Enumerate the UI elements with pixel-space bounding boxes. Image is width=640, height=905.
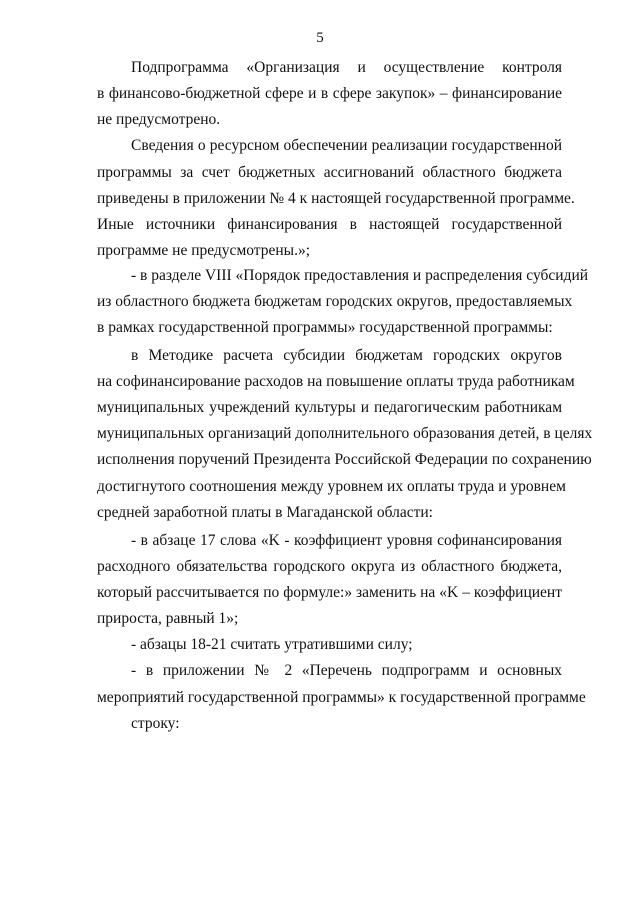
text-line: расходного обязательства городского округа из областного бюджета, bbox=[97, 558, 562, 575]
text-line: приведены в приложении № 4 к настоящей государственной программе. bbox=[97, 190, 575, 207]
text-line: - в абзаце 17 слова «K - коэффициент уровня софинансирования bbox=[131, 532, 562, 549]
text-line: в Методике расчета субсидии бюджетам городских округов bbox=[131, 347, 562, 364]
text-line: из областного бюджета бюджетам городских округов, предоставляемых bbox=[97, 293, 573, 310]
text-line: Сведения о ресурсном обеспечении реализации государственной bbox=[131, 137, 562, 154]
text-line: не предусмотрено. bbox=[97, 111, 221, 128]
page-number: 5 bbox=[316, 30, 324, 46]
text-line: исполнения поручений Президента Российской Федерации по сохранению bbox=[97, 451, 592, 468]
text-line: муниципальных учреждений культуры и педагогическим работникам bbox=[97, 399, 562, 416]
text-line: программе не предусмотрены.»; bbox=[97, 242, 311, 259]
text-line: в рамках государственной программы» государственной программы: bbox=[97, 319, 553, 336]
text-line: - абзацы 18-21 считать утратившими силу; bbox=[131, 636, 413, 653]
text-line: Иные источники финансирования в настоящей государственной bbox=[97, 216, 562, 233]
text-line: который рассчитывается по формуле:» заменить на «K – коэффициент bbox=[97, 584, 562, 601]
text-line: прироста, равный 1»; bbox=[97, 610, 239, 627]
text-line: Подпрограмма «Организация и осуществление контроля bbox=[131, 59, 562, 76]
text-line: программы за счет бюджетных ассигнований областного бюджета bbox=[97, 164, 562, 181]
text-line: средней заработной платы в Магаданской области: bbox=[97, 504, 433, 521]
text-line: достигнутого соотношения между уровнем их оплаты труда и уровнем bbox=[97, 478, 566, 495]
text-line: мероприятий государственной программы» к государственной программе bbox=[97, 689, 586, 706]
text-line: - в приложении № 2 «Перечень подпрограмм и основных bbox=[131, 662, 562, 679]
text-line: на софинансирование расходов на повышение оплаты труда работникам bbox=[97, 373, 575, 390]
text-line: - в разделе VIII «Порядок предоставления и распределения субсидий bbox=[131, 267, 589, 284]
text-line: строку: bbox=[131, 715, 180, 732]
text-line: в финансово-бюджетной сфере и в сфере закупок» – финансирование bbox=[97, 85, 562, 102]
text-line: муниципальных организаций дополнительного образования детей, в целях bbox=[97, 425, 593, 442]
